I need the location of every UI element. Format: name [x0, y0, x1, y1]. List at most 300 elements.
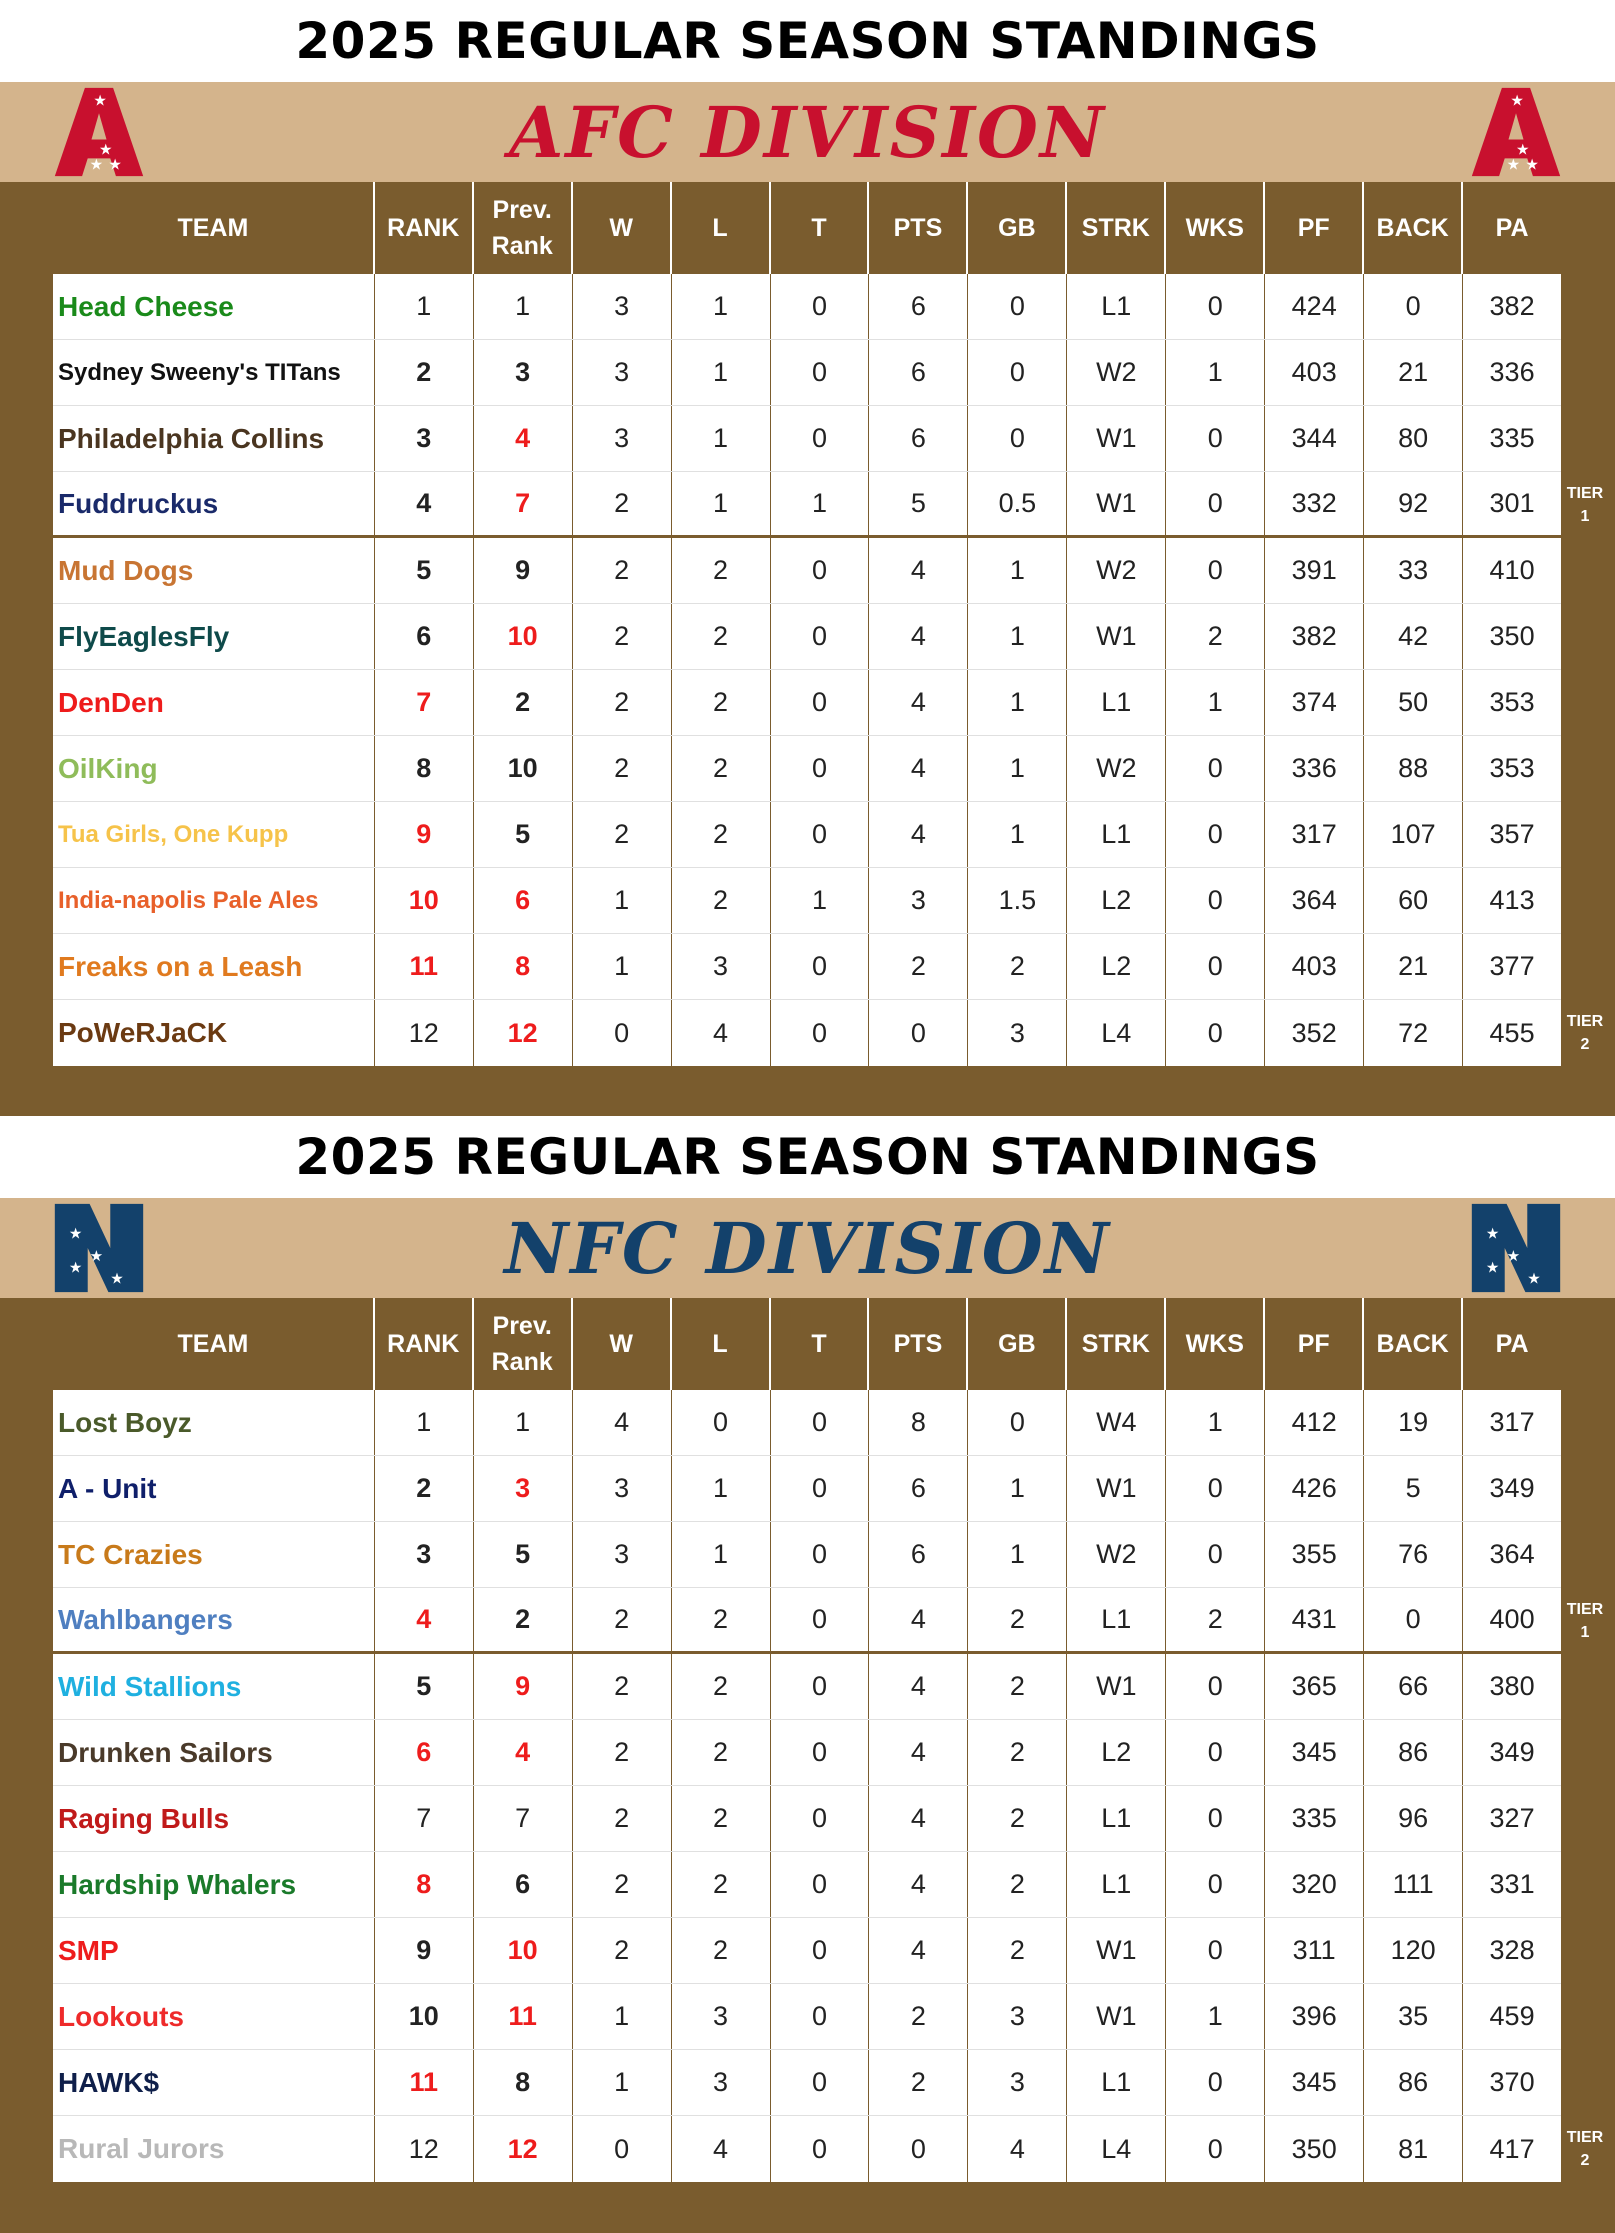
table-row — [53, 2050, 1561, 2116]
cell-gb: 1 — [968, 670, 1067, 735]
cell-wks: 0 — [1166, 1654, 1265, 1719]
cell-pa: 335 — [1489, 423, 1535, 453]
cell-w: 2 — [573, 670, 672, 735]
column-header-pf: PF — [1265, 182, 1364, 274]
cell-prev-rank: 10 — [474, 736, 573, 801]
cell-strk: W1 — [1067, 1456, 1166, 1521]
cell-l: 3 — [672, 934, 771, 999]
cell-prev-rank: 7 — [474, 472, 573, 535]
svg-text:★: ★ — [108, 155, 122, 174]
cell-rank: 2 — [375, 340, 474, 405]
afc-logo-left — [52, 85, 146, 184]
cell-gb: 1 — [968, 1522, 1067, 1587]
cell-gb: 3 — [968, 1984, 1067, 2049]
table-row — [53, 1390, 1561, 1456]
nfc-table-header — [53, 1298, 1561, 1390]
column-header-wks: WKS — [1166, 1298, 1265, 1390]
table-row — [53, 1852, 1561, 1918]
cell-t: 0 — [771, 1654, 870, 1719]
nfc-tier-1-label: TIER 1 — [1566, 1601, 1604, 1642]
cell-pf: 374 — [1265, 670, 1364, 735]
cell-strk: W2 — [1067, 340, 1166, 405]
cell-pf: 365 — [1265, 1654, 1364, 1719]
cell-pa: 400 — [1489, 1604, 1535, 1634]
cell-prev-rank: 4 — [474, 1720, 573, 1785]
cell-rank: 3 — [375, 1522, 474, 1587]
svg-text:★: ★ — [1485, 1258, 1500, 1277]
cell-l: 1 — [672, 1456, 771, 1521]
cell-strk: W2 — [1067, 736, 1166, 801]
cell-pf: 391 — [1265, 538, 1364, 603]
cell-t: 0 — [771, 274, 870, 339]
cell-pts: 0 — [869, 2116, 968, 2182]
cell-pa: 370 — [1489, 2067, 1535, 2097]
cell-w: 2 — [573, 472, 672, 535]
cell-pf: 350 — [1265, 2116, 1364, 2182]
cell-w: 2 — [573, 1654, 672, 1719]
cell-l: 2 — [672, 1918, 771, 1983]
cell-pf: 364 — [1265, 868, 1364, 933]
cell-wks: 1 — [1166, 1390, 1265, 1455]
cell-wks: 0 — [1166, 406, 1265, 471]
cell-back: 120 — [1364, 1918, 1463, 1983]
cell-l: 2 — [672, 538, 771, 603]
cell-back: 50 — [1364, 670, 1463, 735]
cell-pts: 2 — [869, 1984, 968, 2049]
team-name: SMP — [53, 1918, 375, 1983]
cell-wks: 0 — [1166, 1456, 1265, 1521]
svg-text:★: ★ — [99, 140, 113, 159]
cell-pts: 4 — [869, 1654, 968, 1719]
cell-strk: W2 — [1067, 538, 1166, 603]
cell-rank: 7 — [375, 1786, 474, 1851]
cell-gb: 3 — [968, 2050, 1067, 2115]
column-header-prev-rank: Prev. Rank — [474, 182, 573, 274]
nfc-logo-left — [52, 1201, 146, 1300]
cell-rank: 6 — [375, 1720, 474, 1785]
cell-prev-rank: 12 — [474, 1000, 573, 1066]
table-row — [53, 1984, 1561, 2050]
cell-pts: 3 — [869, 868, 968, 933]
cell-strk: L2 — [1067, 868, 1166, 933]
cell-pts: 4 — [869, 538, 968, 603]
cell-prev-rank: 7 — [474, 1786, 573, 1851]
cell-pa: 331 — [1489, 1869, 1535, 1899]
cell-strk: L1 — [1067, 802, 1166, 867]
cell-back: 107 — [1364, 802, 1463, 867]
afc-page-title: 2025 REGULAR SEASON STANDINGS — [0, 0, 1615, 82]
svg-text:★: ★ — [68, 1258, 83, 1277]
column-header-gb: GB — [968, 182, 1067, 274]
cell-w: 2 — [573, 1852, 672, 1917]
cell-t: 0 — [771, 1000, 870, 1066]
cell-wks: 0 — [1166, 934, 1265, 999]
cell-t: 0 — [771, 934, 870, 999]
team-name: PoWeRJaCK — [53, 1000, 375, 1066]
cell-t: 0 — [771, 1390, 870, 1455]
cell-t: 0 — [771, 1588, 870, 1651]
cell-strk: L1 — [1067, 2050, 1166, 2115]
table-row — [53, 1000, 1561, 1066]
cell-w: 2 — [573, 802, 672, 867]
table-row — [53, 1654, 1561, 1720]
cell-pts: 6 — [869, 274, 968, 339]
cell-strk: W2 — [1067, 1522, 1166, 1587]
cell-strk: L4 — [1067, 1000, 1166, 1066]
cell-l: 1 — [672, 472, 771, 535]
column-header-w: W — [573, 182, 672, 274]
cell-strk: L1 — [1067, 1852, 1166, 1917]
cell-w: 3 — [573, 406, 672, 471]
svg-text:★: ★ — [89, 1247, 104, 1266]
cell-w: 4 — [573, 1390, 672, 1455]
team-name: India-napolis Pale Ales — [53, 868, 375, 933]
team-name: OilKing — [53, 736, 375, 801]
cell-prev-rank: 9 — [474, 538, 573, 603]
column-header-prev-rank: Prev. Rank — [474, 1298, 573, 1390]
cell-l: 2 — [672, 1852, 771, 1917]
cell-strk: L1 — [1067, 274, 1166, 339]
column-header-pf: PF — [1265, 1298, 1364, 1390]
cell-t: 0 — [771, 2116, 870, 2182]
cell-rank: 1 — [375, 1390, 474, 1455]
cell-prev-rank: 8 — [474, 2050, 573, 2115]
cell-pa: 459 — [1489, 2001, 1535, 2031]
cell-pa: 328 — [1489, 1935, 1535, 1965]
cell-pa: 349 — [1489, 1737, 1535, 1767]
cell-rank: 11 — [375, 2050, 474, 2115]
cell-rank: 4 — [375, 1588, 474, 1651]
cell-pts: 2 — [869, 2050, 968, 2115]
svg-text:★: ★ — [1516, 140, 1530, 159]
cell-gb: 1 — [968, 736, 1067, 801]
cell-wks: 0 — [1166, 2050, 1265, 2115]
afc-table-header — [53, 182, 1561, 274]
cell-pf: 311 — [1265, 1918, 1364, 1983]
afc-banner — [0, 82, 1615, 182]
cell-strk: W1 — [1067, 604, 1166, 669]
table-row — [53, 934, 1561, 1000]
cell-wks: 0 — [1166, 1522, 1265, 1587]
svg-text:★: ★ — [68, 1224, 83, 1243]
cell-rank: 8 — [375, 1852, 474, 1917]
cell-gb: 1.5 — [968, 868, 1067, 933]
cell-pa: 349 — [1489, 1473, 1535, 1503]
nfc-table-body — [53, 1390, 1561, 2182]
cell-w: 3 — [573, 1456, 672, 1521]
team-name: HAWK$ — [53, 2050, 375, 2115]
cell-pts: 4 — [869, 802, 968, 867]
team-name: Tua Girls, One Kupp — [53, 802, 375, 867]
cell-prev-rank: 1 — [474, 274, 573, 339]
cell-pf: 336 — [1265, 736, 1364, 801]
cell-t: 0 — [771, 1918, 870, 1983]
cell-pf: 345 — [1265, 2050, 1364, 2115]
cell-wks: 1 — [1166, 1984, 1265, 2049]
nfc-section — [0, 1116, 1615, 2182]
cell-l: 3 — [672, 1984, 771, 2049]
table-row — [53, 538, 1561, 604]
cell-pf: 320 — [1265, 1852, 1364, 1917]
afc-tier-2-label: TIER 2 — [1566, 1013, 1604, 1054]
cell-l: 2 — [672, 1720, 771, 1785]
cell-back: 21 — [1364, 340, 1463, 405]
cell-l: 3 — [672, 2050, 771, 2115]
cell-w: 1 — [573, 934, 672, 999]
afc-standings-table — [0, 182, 1615, 1066]
cell-prev-rank: 3 — [474, 340, 573, 405]
team-name: TC Crazies — [53, 1522, 375, 1587]
cell-wks: 0 — [1166, 802, 1265, 867]
cell-pf: 382 — [1265, 604, 1364, 669]
cell-strk: W1 — [1067, 1984, 1166, 2049]
cell-strk: L1 — [1067, 1588, 1166, 1651]
column-header-back: BACK — [1364, 182, 1463, 274]
table-row — [53, 868, 1561, 934]
column-header-l: L — [672, 1298, 771, 1390]
cell-wks: 0 — [1166, 274, 1265, 339]
cell-rank: 10 — [375, 868, 474, 933]
cell-w: 2 — [573, 538, 672, 603]
cell-pf: 332 — [1265, 472, 1364, 535]
table-row — [53, 670, 1561, 736]
cell-w: 2 — [573, 604, 672, 669]
cell-back: 88 — [1364, 736, 1463, 801]
afc-table-body — [53, 274, 1561, 1066]
cell-back: 42 — [1364, 604, 1463, 669]
cell-pa: 377 — [1489, 951, 1535, 981]
cell-prev-rank: 5 — [474, 802, 573, 867]
cell-back: 92 — [1364, 472, 1463, 535]
cell-t: 0 — [771, 736, 870, 801]
cell-pf: 403 — [1265, 340, 1364, 405]
cell-l: 2 — [672, 1786, 771, 1851]
cell-pf: 412 — [1265, 1390, 1364, 1455]
cell-prev-rank: 6 — [474, 1852, 573, 1917]
cell-pts: 4 — [869, 736, 968, 801]
cell-back: 111 — [1364, 1852, 1463, 1917]
cell-pf: 424 — [1265, 274, 1364, 339]
cell-t: 0 — [771, 406, 870, 471]
table-row — [53, 340, 1561, 406]
cell-rank: 9 — [375, 1918, 474, 1983]
cell-t: 0 — [771, 2050, 870, 2115]
cell-pa: 336 — [1489, 357, 1535, 387]
cell-t: 0 — [771, 340, 870, 405]
cell-rank: 7 — [375, 670, 474, 735]
cell-pts: 4 — [869, 1786, 968, 1851]
cell-wks: 2 — [1166, 1588, 1265, 1651]
afc-section — [0, 0, 1615, 1116]
cell-l: 2 — [672, 868, 771, 933]
cell-l: 2 — [672, 736, 771, 801]
cell-gb: 2 — [968, 934, 1067, 999]
svg-text:★: ★ — [93, 91, 107, 110]
svg-text:★: ★ — [1525, 155, 1539, 174]
cell-back: 86 — [1364, 2050, 1463, 2115]
svg-text:★: ★ — [1506, 1247, 1521, 1266]
cell-w: 0 — [573, 1000, 672, 1066]
cell-wks: 0 — [1166, 2116, 1265, 2182]
cell-rank: 2 — [375, 1456, 474, 1521]
table-row — [53, 1786, 1561, 1852]
cell-wks: 0 — [1166, 1918, 1265, 1983]
cell-pf: 426 — [1265, 1456, 1364, 1521]
cell-prev-rank: 2 — [474, 670, 573, 735]
cell-pa: 317 — [1489, 1407, 1535, 1437]
cell-pf: 352 — [1265, 1000, 1364, 1066]
cell-l: 0 — [672, 1390, 771, 1455]
cell-prev-rank: 10 — [474, 604, 573, 669]
cell-t: 0 — [771, 1720, 870, 1785]
cell-w: 1 — [573, 868, 672, 933]
cell-w: 3 — [573, 274, 672, 339]
column-header-wks: WKS — [1166, 182, 1265, 274]
cell-back: 86 — [1364, 1720, 1463, 1785]
cell-t: 0 — [771, 1852, 870, 1917]
cell-pts: 4 — [869, 1720, 968, 1785]
cell-gb: 1 — [968, 604, 1067, 669]
afc-logo-right — [1469, 85, 1563, 184]
cell-pf: 355 — [1265, 1522, 1364, 1587]
cell-gb: 2 — [968, 1588, 1067, 1651]
team-name: Lost Boyz — [53, 1390, 375, 1455]
cell-pf: 431 — [1265, 1588, 1364, 1651]
cell-t: 1 — [771, 868, 870, 933]
cell-back: 0 — [1364, 1588, 1463, 1651]
cell-pf: 345 — [1265, 1720, 1364, 1785]
cell-l: 2 — [672, 670, 771, 735]
cell-rank: 5 — [375, 538, 474, 603]
svg-text:★: ★ — [1506, 155, 1521, 174]
cell-t: 0 — [771, 604, 870, 669]
cell-prev-rank: 2 — [474, 1588, 573, 1651]
column-header-rank: RANK — [375, 182, 474, 274]
cell-pa: 410 — [1489, 555, 1535, 585]
column-header-w: W — [573, 1298, 672, 1390]
column-header-team: TEAM — [53, 182, 375, 274]
cell-pts: 4 — [869, 604, 968, 669]
team-name: Raging Bulls — [53, 1786, 375, 1851]
cell-gb: 2 — [968, 1786, 1067, 1851]
cell-l: 4 — [672, 1000, 771, 1066]
cell-prev-rank: 9 — [474, 1654, 573, 1719]
table-row — [53, 1522, 1561, 1588]
table-row — [53, 406, 1561, 472]
cell-l: 2 — [672, 802, 771, 867]
cell-back: 96 — [1364, 1786, 1463, 1851]
table-row — [53, 736, 1561, 802]
cell-pf: 317 — [1265, 802, 1364, 867]
cell-pa: 382 — [1489, 291, 1535, 321]
team-name: DenDen — [53, 670, 375, 735]
table-row — [53, 2116, 1561, 2182]
nfc-banner — [0, 1198, 1615, 1298]
cell-strk: W1 — [1067, 1918, 1166, 1983]
nfc-division-title: NFC DIVISION — [504, 1206, 1111, 1290]
cell-t: 0 — [771, 1456, 870, 1521]
table-row — [53, 472, 1561, 538]
cell-back: 60 — [1364, 868, 1463, 933]
cell-back: 33 — [1364, 538, 1463, 603]
nfc-logo-right — [1469, 1201, 1563, 1300]
nfc-page-title: 2025 REGULAR SEASON STANDINGS — [0, 1116, 1615, 1198]
cell-pa: 353 — [1489, 753, 1535, 783]
svg-text:★: ★ — [1527, 1269, 1541, 1288]
column-header-pts: PTS — [869, 182, 968, 274]
cell-pts: 2 — [869, 934, 968, 999]
cell-t: 0 — [771, 1522, 870, 1587]
cell-l: 1 — [672, 1522, 771, 1587]
afc-division-title: AFC DIVISION — [509, 90, 1106, 174]
cell-wks: 0 — [1166, 1786, 1265, 1851]
cell-back: 80 — [1364, 406, 1463, 471]
table-row — [53, 604, 1561, 670]
cell-pa: 413 — [1489, 885, 1535, 915]
column-header-t: T — [771, 182, 870, 274]
cell-prev-rank: 11 — [474, 1984, 573, 2049]
cell-rank: 11 — [375, 934, 474, 999]
cell-back: 5 — [1364, 1456, 1463, 1521]
cell-wks: 0 — [1166, 538, 1265, 603]
cell-gb: 0.5 — [968, 472, 1067, 535]
team-name: Wahlbangers — [53, 1588, 375, 1651]
cell-prev-rank: 12 — [474, 2116, 573, 2182]
cell-pf: 403 — [1265, 934, 1364, 999]
cell-pa: 380 — [1489, 1671, 1535, 1701]
table-row — [53, 802, 1561, 868]
cell-gb: 2 — [968, 1654, 1067, 1719]
cell-gb: 0 — [968, 340, 1067, 405]
cell-pts: 5 — [869, 472, 968, 535]
cell-w: 2 — [573, 1786, 672, 1851]
column-header-pa: PA — [1495, 1329, 1529, 1358]
cell-back: 81 — [1364, 2116, 1463, 2182]
table-row — [53, 1720, 1561, 1786]
cell-prev-rank: 5 — [474, 1522, 573, 1587]
svg-text:★: ★ — [110, 1269, 124, 1288]
column-header-rank: RANK — [375, 1298, 474, 1390]
cell-wks: 0 — [1166, 868, 1265, 933]
table-row — [53, 274, 1561, 340]
cell-w: 1 — [573, 2050, 672, 2115]
cell-pf: 396 — [1265, 1984, 1364, 2049]
cell-pts: 4 — [869, 670, 968, 735]
cell-strk: L1 — [1067, 670, 1166, 735]
cell-back: 76 — [1364, 1522, 1463, 1587]
team-name: Lookouts — [53, 1984, 375, 2049]
cell-wks: 0 — [1166, 472, 1265, 535]
cell-w: 0 — [573, 2116, 672, 2182]
svg-text:★: ★ — [1510, 91, 1524, 110]
cell-t: 0 — [771, 802, 870, 867]
cell-rank: 1 — [375, 274, 474, 339]
cell-t: 0 — [771, 1984, 870, 2049]
cell-l: 1 — [672, 274, 771, 339]
cell-prev-rank: 1 — [474, 1390, 573, 1455]
cell-gb: 3 — [968, 1000, 1067, 1066]
team-name: Wild Stallions — [53, 1654, 375, 1719]
table-row — [53, 1918, 1561, 1984]
cell-w: 3 — [573, 1522, 672, 1587]
column-header-strk: STRK — [1067, 1298, 1166, 1390]
cell-strk: W1 — [1067, 406, 1166, 471]
cell-l: 1 — [672, 406, 771, 471]
team-name: Drunken Sailors — [53, 1720, 375, 1785]
team-name: Hardship Whalers — [53, 1852, 375, 1917]
cell-t: 0 — [771, 1786, 870, 1851]
cell-pa: 353 — [1489, 687, 1535, 717]
